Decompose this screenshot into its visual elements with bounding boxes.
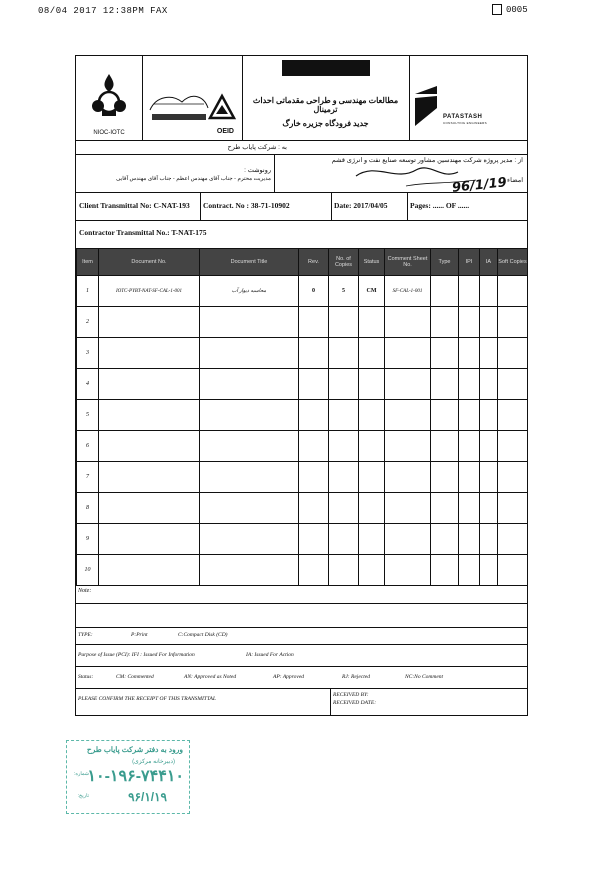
type-cd: C:Compact Disk (CD) [178, 632, 228, 638]
fax-page-number [492, 4, 528, 15]
cell-item: 5 [77, 400, 99, 431]
nioc-logo-icon [76, 56, 142, 126]
contract-no: Contract. No : 38-71-10902 [203, 201, 290, 210]
contractor-transmittal-row [76, 220, 527, 249]
type-print: P:Print [131, 632, 148, 638]
header-doc-no: Document No. [99, 249, 200, 276]
header-item: Item [77, 249, 99, 276]
header-soft: Soft Copies [498, 249, 528, 276]
table-header-row [77, 249, 528, 276]
table-row [77, 369, 528, 400]
status-ap: AP: Approved [273, 674, 305, 680]
purpose-label: Purpose of Issue (PCI): IFI : Issued For Information [78, 652, 195, 658]
addr-vertical-divider [274, 154, 275, 192]
status-rj: RJ: Rejected [342, 674, 370, 680]
cell-title: محاسبه دیوار آب [200, 276, 299, 307]
confirm-receipt: PLEASE CONFIRM THE RECEIPT OF THIS TRANSMITTAL [78, 696, 216, 702]
note-block [76, 585, 527, 628]
status-row [76, 666, 527, 689]
table-row [77, 307, 528, 338]
fax-page-value: 0005 [506, 4, 528, 15]
table-row [77, 524, 528, 555]
transmittal-date: Date: 2017/04/05 [334, 201, 388, 210]
patastash-name: PATASTASH [443, 114, 483, 120]
type-label: TYPE: [78, 632, 93, 638]
type-row [76, 627, 527, 645]
header-doc-title: Document Title [200, 249, 299, 276]
project-title-line2: جدید فرودگاه جزیره خارگ [282, 119, 369, 128]
cell-item: 3 [77, 338, 99, 369]
handwritten-date: 96/1/19 [451, 175, 508, 196]
receipt-divider [330, 688, 331, 715]
header-status: Status [359, 249, 385, 276]
oeid-label: OEID [216, 128, 234, 135]
client-transmittal-no: Client Transmittal No: C-NAT-193 [79, 201, 190, 210]
addr-sign-label: امضاء : [503, 177, 523, 184]
oeid-logo-cell [142, 56, 243, 140]
header-copies: No. of Copies [329, 249, 359, 276]
cell-status: CM [359, 276, 385, 307]
addr-from: از : مدیر پروژه شرکت مهندسین مشاور توسعه صنایع نفت و انرژی قشم [331, 157, 523, 164]
fax-header: 08/04 2017 12:38PM FAX [38, 6, 168, 16]
incoming-stamp [66, 740, 190, 814]
table-row [77, 338, 528, 369]
status-cm: CM: Commented [116, 674, 154, 680]
stamp-number-label: شماره: [73, 771, 89, 777]
table-row [77, 276, 528, 307]
status-label: Status: [78, 674, 94, 680]
note-label: Note: [78, 588, 92, 594]
note-line [76, 603, 527, 604]
purpose-ia: IA: Issued For Action [246, 652, 294, 658]
cell-item: 2 [77, 307, 99, 338]
table-row [77, 400, 528, 431]
cell-item: 10 [77, 555, 99, 586]
header-ia: IA [480, 249, 498, 276]
transmittal-pages: Pages: ...... OF ...... [410, 201, 470, 210]
patastash-logo-icon [409, 56, 527, 140]
project-title-cell [242, 56, 410, 140]
cell-item: 8 [77, 493, 99, 524]
project-title-line1: مطالعات مهندسی و طراحی مقدماتی احداث ترمینال [252, 96, 399, 114]
header-rev: Rev. [299, 249, 329, 276]
nioc-logo-cell [76, 56, 143, 140]
cell-type [431, 276, 459, 307]
table-row [77, 493, 528, 524]
received-by: RECEIVED BY: [333, 692, 369, 698]
status-nc: NC:No Comment [405, 674, 444, 680]
table-row [77, 462, 528, 493]
addr-cc-text: مدیریت محترم - جناب آقای مهندس اعظم - جناب آقای مهندس آقایی [116, 176, 271, 182]
table-row [77, 555, 528, 586]
trans-divider-2 [331, 192, 332, 220]
receipt-block [76, 688, 527, 715]
header-comment: Comment Sheet No. [385, 249, 431, 276]
trans-divider-3 [407, 192, 408, 220]
received-date: RECEIVED DATE: [333, 700, 377, 706]
patastash-sub: CONSULTING ENGINEERS [443, 121, 487, 125]
cell-item: 1 [77, 276, 99, 307]
cell-doc-no: IOTC-PYBT-NAT-SF-CAL-1-001 [99, 276, 200, 307]
cell-item: 9 [77, 524, 99, 555]
cell-ia [480, 276, 498, 307]
stamp-number: ۱۰-۱۹۶-۷۴۴۱۰ [87, 768, 184, 785]
cell-soft [498, 276, 528, 307]
cell-comment: SF-CAL-1-001 [385, 276, 431, 307]
cell-item: 7 [77, 462, 99, 493]
cell-copies: 5 [329, 276, 359, 307]
redaction-bar [282, 60, 370, 76]
addr-cc-label: رونوشت : [244, 167, 271, 174]
cell-item: 6 [77, 431, 99, 462]
stamp-date: ۹۶/۱/۱۹ [128, 790, 167, 804]
table-row [77, 431, 528, 462]
cell-item: 4 [77, 369, 99, 400]
stamp-line2: (دبیرخانه مرکزی) [132, 759, 175, 765]
cell-ipi [459, 276, 480, 307]
cell-rev: 0 [299, 276, 329, 307]
stamp-date-label: تاریخ: [77, 793, 89, 799]
trans-divider-1 [200, 192, 201, 220]
contractor-transmittal-no: Contractor Transmittal No.: T-NAT-175 [79, 228, 207, 237]
form-header [76, 56, 527, 141]
header-ipi: IPI [459, 249, 480, 276]
page-icon [492, 4, 502, 15]
documents-table [76, 248, 528, 586]
transmittal-form [75, 55, 528, 716]
addr-to: به : شرکت پایاب طرح [227, 144, 287, 151]
stamp-line1: ورود به دفتر شرکت پایاب طرح [86, 745, 183, 754]
status-an: AN: Approved as Noted [184, 674, 237, 680]
nioc-label: NIOC-IOTC [93, 130, 125, 136]
patastash-logo-cell [409, 56, 527, 140]
purpose-row [76, 644, 527, 667]
header-type: Type [431, 249, 459, 276]
